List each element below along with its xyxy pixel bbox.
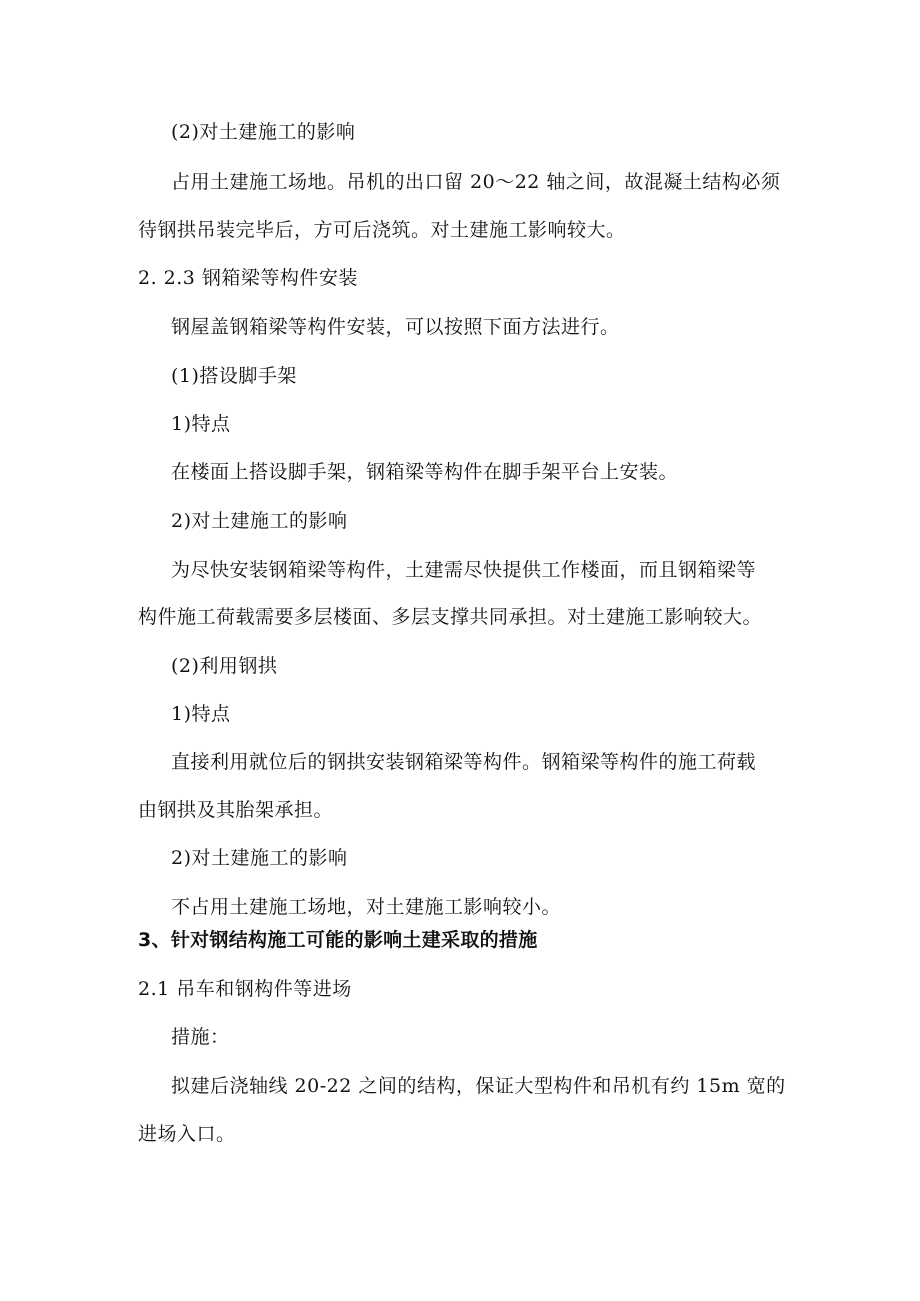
paragraph-line: 构件施工荷载需要多层楼面、多层支撑共同承担。对土建施工影响较大。 [138,606,763,628]
chapter-heading: 3、针对钢结构施工可能的影响土建采取的措施 [138,929,538,951]
paragraph-line: 拟建后浇轴线 20-22 之间的结构，保证大型构件和吊机有约 15m 宽的 [171,1075,786,1097]
paragraph-line: 为尽快安装钢箱梁等构件，土建需尽快提供工作楼面，而且钢箱梁等 [171,559,757,581]
item-heading: 2)对土建施工的影响 [171,847,348,869]
paragraph-line: 占用土建施工场地。吊机的出口留 20～22 轴之间，故混凝土结构必须 [171,171,781,193]
item-heading: 1)特点 [171,413,231,435]
item-heading: 2)对土建施工的影响 [171,510,348,532]
paragraph-line: 进场入口。 [138,1123,236,1145]
paragraph-line: 直接利用就位后的钢拱安装钢箱梁等构件。钢箱梁等构件的施工荷载 [171,751,757,773]
item-heading: 1)特点 [171,703,231,725]
paragraph-line: 不占用土建施工场地，对土建施工影响较小。 [171,896,562,918]
subsection-heading: (2)利用钢拱 [171,655,278,677]
paragraph-line: 在楼面上搭设脚手架，钢箱梁等构件在脚手架平台上安装。 [171,461,679,483]
subsection-heading: (2)对土建施工的影响 [171,121,356,143]
paragraph-line: 由钢拱及其胎架承担。 [138,799,334,821]
subsection-heading: (1)搭设脚手架 [171,365,297,387]
section-heading: 2.1 吊车和钢构件等进场 [138,978,352,1000]
section-heading: 2. 2.3 钢箱梁等构件安装 [138,267,358,289]
paragraph-line: 待钢拱吊装完毕后，方可后浇筑。对土建施工影响较大。 [138,219,626,241]
paragraph-line: 措施： [171,1026,230,1048]
paragraph-line: 钢屋盖钢箱梁等构件安装，可以按照下面方法进行。 [171,316,620,338]
